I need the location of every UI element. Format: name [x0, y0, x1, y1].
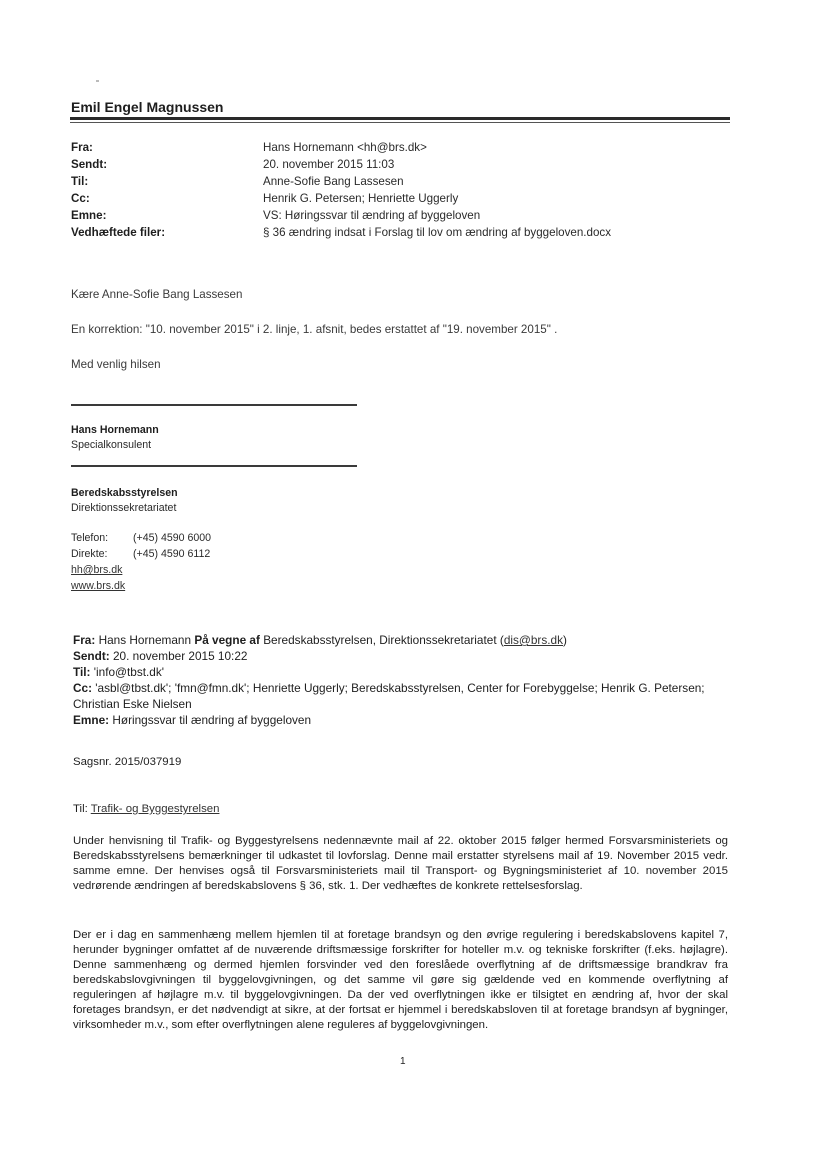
header-label: Cc: [71, 192, 90, 205]
forwarded-cc [73, 680, 753, 712]
owner-rule-thin [70, 122, 730, 123]
header-value: 20. november 2015 11:03 [263, 158, 395, 171]
forwarded-to-value: 'info@tbst.dk' [93, 665, 165, 679]
addressee-label: Til: [73, 803, 88, 815]
scan-mark [96, 80, 99, 82]
phone-number: (+45) 4590 6000 [133, 532, 212, 544]
header-row-subject [71, 207, 731, 224]
header-label: Vedhæftede filer: [71, 226, 166, 239]
forwarded-sent [73, 648, 753, 664]
signature-email-link[interactable]: hh@brs.dk [71, 564, 123, 576]
direct-phone-number: (+45) 4590 6112 [133, 548, 211, 560]
forwarded-subject-value: Høringssvar til ændring af byggeloven [112, 713, 312, 727]
header-value: Anne-Sofie Bang Lassesen [263, 175, 404, 188]
attachment-filename: § 36 ændring indsat i Forslag til lov om ændring af byggeloven.docx [263, 226, 612, 239]
email-header [71, 139, 731, 241]
forwarded-label: Fra: [73, 633, 96, 647]
header-row-sent [71, 156, 731, 173]
correction-text: En korrektion: "10. november 2015" i 2. linje, 1. afsnit, bedes erstattet af "19. november 2015" . [71, 323, 558, 336]
closing: Med venlig hilsen [71, 358, 161, 371]
on-behalf-close: ) [563, 633, 567, 647]
header-label: Sendt: [71, 158, 108, 171]
body-paragraph-2: Der er i dag en sammenhæng mellem hjemlen til at foretage brandsyn og den øvrige regulering i beredskabslovens kapitel 7, herunder bygninger omfattet af de nuværende driftsmæssige forskrifter for hoteller m.v. og tekniske forskrifter (f.eks. højlagre). Denne sammenhæng og dermed hjemlen forsvinder ved den foreslåede overflytning af de driftsmæssige brandkrav fra beredskabslovgivningen til byggelovgivningen, og det samme vil gøre sig gældende ved en kommende overflytning af reguleringen af højlagre m.v. til byggelovgivningen. Da der ved overflytningen ikke er tilsigtet en ændring af, hvor der skal foretages brandsyn, er det nødvendigt at sikre, at der fortsat er hjemmel i beredskabsloven til at foretage brandsyn af bygninger, virksomheder m.v., som efter overflytningen alene reguleres af byggelovgivningen. [73, 929, 728, 1031]
signature-org: Beredskabsstyrelsen [71, 487, 178, 499]
direct-phone-row [71, 548, 210, 560]
greeting: Kære Anne-Sofie Bang Lassesen [71, 288, 243, 301]
forwarded-label: Cc: [73, 681, 93, 695]
forwarded-from [73, 632, 753, 648]
forwarded-label: Emne: [73, 713, 110, 727]
header-value: VS: Høringssvar til ændring af byggeloven [263, 209, 481, 222]
header-label: Til: [71, 175, 89, 188]
body-paragraph-1: Under henvisning til Trafik- og Byggestyrelsens nedennævnte mail af 22. oktober 2015 følger hermed Forsvarsministeriets og Beredskabsstyrelsens bemærkninger til udkastet til lovforslag. Denne mail erstatter styrelsens mail af 19. November 2015 vedr. samme emne. Der henvises også til Forsvarsministeriets mail til Transport- og Bygningsministeriet af 10. november 2015 vedrørende ændringen af beredskabslovens § 36, stk. 1. Der vedhæftes de konkrete rettelsesforslag. [73, 835, 728, 892]
forwarded-subject [73, 712, 753, 728]
on-behalf-email-link[interactable]: dis@brs.dk [503, 633, 563, 647]
phone-row [71, 532, 211, 544]
header-row-from [71, 139, 731, 156]
mailbox-owner-name: Emil Engel Magnussen [71, 99, 224, 115]
forwarded-label: Til: [73, 665, 91, 679]
forwarded-to [73, 664, 753, 680]
header-value: Henrik G. Petersen; Henriette Uggerly [263, 192, 459, 205]
signature-web-link[interactable]: www.brs.dk [71, 580, 126, 592]
header-row-cc [71, 190, 731, 207]
signature-title: Specialkonsulent [71, 439, 152, 451]
addressee-name: Trafik- og Byggestyrelsen [90, 803, 220, 815]
on-behalf-value: Beredskabsstyrelsen, Direktionssekretariatet ( [263, 633, 504, 647]
forwarded-cc-value: 'asbl@tbst.dk'; 'fmn@fmn.dk'; Henriette Uggerly; Beredskabsstyrelsen, Center for Forebyggelse; Henrik G. Petersen; Christian Eske Nielsen [73, 681, 705, 711]
header-value: Hans Hornemann <hh@brs.dk> [263, 141, 427, 154]
forwarded-sent-value: 20. november 2015 10:22 [112, 649, 248, 663]
direct-phone-label: Direkte: [71, 548, 108, 560]
header-label: Fra: [71, 141, 93, 154]
signature-name: Hans Hornemann [71, 424, 159, 436]
forwarded-header [73, 632, 753, 728]
signature-rule [71, 404, 357, 406]
owner-rule [70, 117, 730, 120]
case-number: Sagsnr. 2015/037919 [73, 756, 182, 768]
signature-dept: Direktionssekretariatet [71, 502, 177, 514]
header-row-to [71, 173, 731, 190]
header-label: Emne: [71, 209, 107, 222]
forwarded-from-name: Hans Hornemann [98, 633, 192, 647]
forwarded-label: Sendt: [73, 649, 110, 663]
header-row-attachments [71, 224, 731, 241]
page-number: 1 [400, 1056, 406, 1067]
on-behalf-label: På vegne af [194, 633, 260, 647]
addressee-line [73, 802, 728, 817]
signature-rule [71, 465, 357, 467]
phone-label: Telefon: [71, 532, 109, 544]
